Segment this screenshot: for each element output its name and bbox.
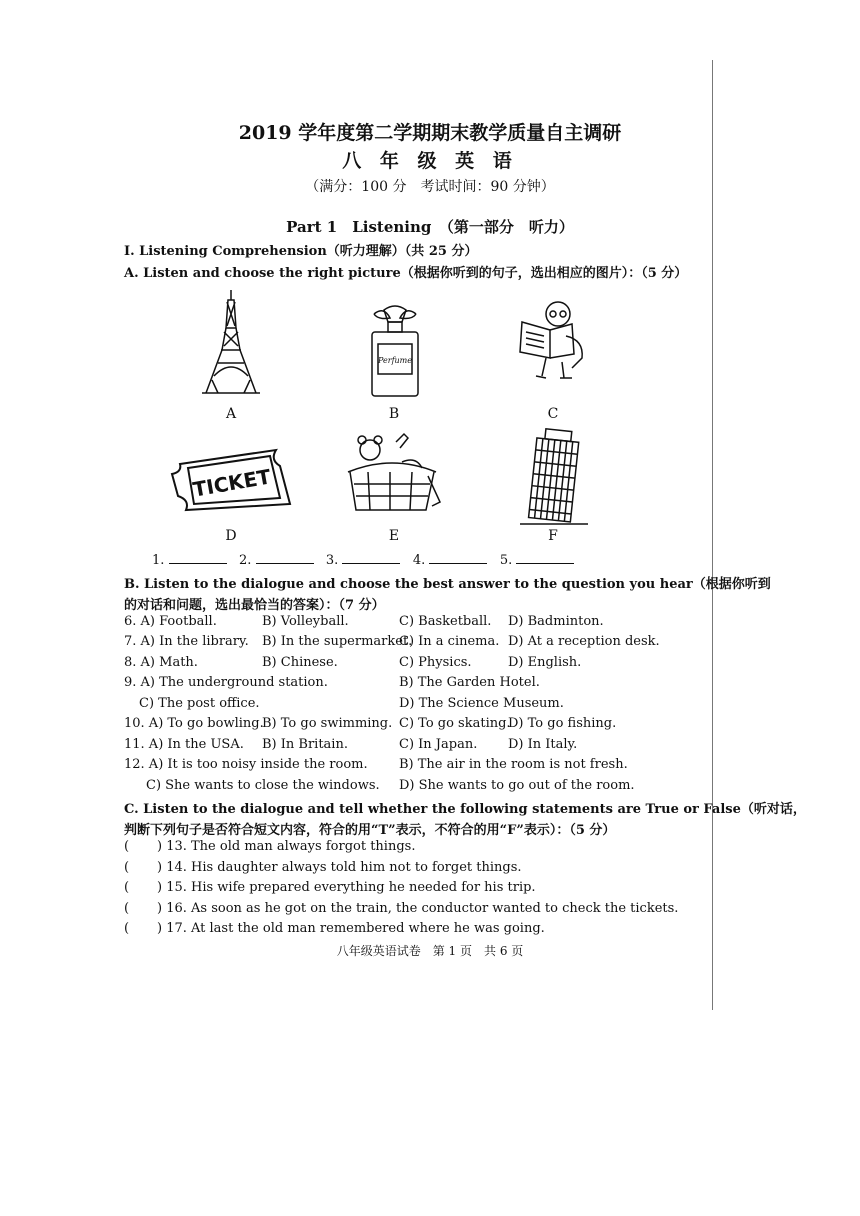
q7-option-d: D) At a reception desk. (508, 634, 660, 649)
sectionC-title-line2: 判断下列句子是否符合短文内容，符合的用“T”表示，不符合的用“F”表示）：（5 分） (124, 823, 616, 838)
q10-option-b: B) To go swimming. (262, 716, 393, 731)
q8-option-d: D) English. (508, 655, 582, 670)
picture-label-e: E (388, 528, 400, 544)
q10-option-c: C) To go skating. (399, 716, 511, 731)
section1-title: I. Listening Comprehension（听力理解）（共 25 分） (124, 244, 478, 259)
q8-option-a: 8. A) Math. (124, 655, 198, 670)
blank-label-1: 1. (152, 553, 165, 568)
answer-blank-5[interactable] (516, 551, 574, 564)
answer-blank-2[interactable] (256, 551, 314, 564)
q7-option-b: B) In the supermarket. (262, 634, 413, 649)
picture-label-f: F (548, 528, 558, 544)
answer-blank-1[interactable] (169, 551, 227, 564)
picture-label-a: A (225, 406, 237, 422)
blank-label-3: 3. (325, 553, 339, 568)
q12-option-a: 12. A) It is too noisy inside the room. (124, 757, 368, 772)
picture-label-b: B (388, 406, 400, 422)
page-edge-line (712, 60, 713, 1010)
q7-option-a: 7. A) In the library. (124, 634, 249, 649)
answer-paren-14[interactable]: ( (124, 860, 130, 875)
man-reading-newspaper-picture (516, 296, 590, 382)
q12-option-c: C) She wants to close the windows. (146, 778, 380, 793)
q12-option-b: B) The air in the room is not fresh. (399, 757, 628, 772)
q8-option-c: C) Physics. (399, 655, 472, 670)
q6-option-b: B) Volleyball. (262, 614, 349, 629)
q9-option-d: D) The Science Museum. (399, 696, 564, 711)
q9-option-a: 9. A) The underground station. (124, 675, 328, 690)
part1-title: Part 1 Listening （第一部分 听力） (286, 218, 574, 236)
q9-option-b: B) The Garden Hotel. (399, 675, 540, 690)
answer-blank-3[interactable] (342, 551, 400, 564)
q9-option-c: C) The post office. (139, 696, 260, 711)
q6-option-c: C) Basketball. (399, 614, 492, 629)
leaning-tower-picture (516, 426, 592, 526)
blank-label-5: 5. (499, 553, 513, 568)
blank-label-2: 2. (238, 553, 252, 568)
statement-17-text: ) 17. At last the old man remembered where he was going. (157, 921, 545, 936)
answer-paren-16[interactable]: ( (124, 901, 130, 916)
exam-title: 2019 学年度第二学期期末教学质量自主调研 (238, 122, 622, 144)
answer-paren-15[interactable]: ( (124, 880, 130, 895)
picture-label-d: D (225, 528, 237, 544)
q11-option-b: B) In Britain. (262, 737, 348, 752)
q11-option-a: 11. A) In the USA. (124, 737, 244, 752)
perfume-label-text: Perfume (377, 356, 413, 365)
answer-paren-17[interactable]: ( (124, 921, 130, 936)
statement-16-text: ) 16. As soon as he got on the train, the conductor wanted to check the tickets. (157, 901, 679, 916)
exam-subtitle: 八 年 级 英 语 (342, 150, 518, 172)
picture-label-c: C (547, 406, 559, 422)
statement-13-text: ) 13. The old man always forgot things. (157, 839, 416, 854)
ticket-text: TICKET (191, 464, 273, 502)
q7-option-c: C) In a cinema. (399, 634, 500, 649)
page-footer: 八年级英语试卷 第 1 页 共 6 页 (336, 944, 524, 958)
sectionC-title-line1: C. Listen to the dialogue and tell whether the following statements are True or False（听对话， (124, 802, 806, 817)
q10-option-d: D) To go fishing. (508, 716, 617, 731)
answer-blanks-row (152, 551, 574, 568)
blank-label-4: 4. (412, 553, 426, 568)
q6-option-a: 6. A) Football. (124, 614, 217, 629)
perfume-bottle-picture (364, 304, 426, 400)
sectionB-title-line2: 的对话和问题，选出最恰当的答案）：（7 分） (124, 598, 385, 613)
statement-15-text: ) 15. His wife prepared everything he needed for his trip. (157, 880, 536, 895)
ticket-picture (166, 444, 296, 514)
q8-option-b: B) Chinese. (262, 655, 338, 670)
q10-option-a: 10. A) To go bowling. (124, 716, 264, 731)
answer-blank-4[interactable] (429, 551, 487, 564)
answer-paren-13[interactable]: ( (124, 839, 130, 854)
score-time-note: （满分：100 分 考试时间：90 分钟） (305, 179, 555, 195)
eiffel-tower-picture (196, 288, 266, 400)
sectionA-title: A. Listen and choose the right picture（根据你听到的句子，选出相应的图片）：（5 分） (124, 266, 688, 281)
picnic-basket-picture (342, 432, 442, 518)
statement-14-text: ) 14. His daughter always told him not to forget things. (157, 860, 522, 875)
sectionB-title-line1: B. Listen to the dialogue and choose the best answer to the question you hear（根据你听到 (124, 577, 771, 592)
q11-option-c: C) In Japan. (399, 737, 478, 752)
q12-option-d: D) She wants to go out of the room. (399, 778, 635, 793)
q11-option-d: D) In Italy. (508, 737, 578, 752)
q6-option-d: D) Badminton. (508, 614, 604, 629)
